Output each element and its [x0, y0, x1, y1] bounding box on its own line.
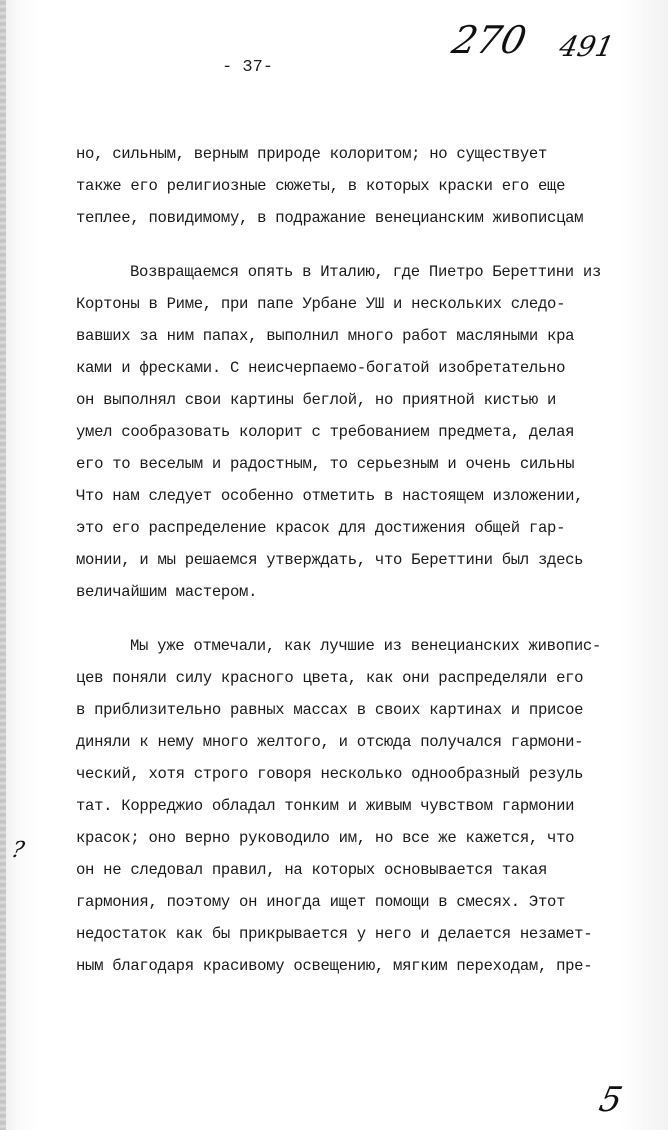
text-line: но, сильным, верным природе колоритом; но существует — [76, 145, 548, 163]
text-line: Кортоны в Риме, при папе Урбане УШ и нескольких следо- — [76, 295, 566, 313]
text-line: ческий, хотя строго говоря несколько однообразный резуль — [76, 765, 584, 783]
handwritten-corner-mark: 5 — [595, 1080, 626, 1120]
handwritten-sheet-number: 491 — [556, 30, 617, 63]
text-line: Возвращаемся опять в Италию, где Пиетро Береттини из — [130, 263, 602, 281]
paragraph-3 — [76, 630, 666, 982]
body-text — [76, 138, 666, 982]
text-line: величайшим мастером. — [76, 583, 258, 601]
paragraph-2 — [76, 256, 666, 608]
paragraph-1 — [76, 138, 666, 234]
text-line: вавших за ним папах, выполнил много работ масляными кра — [76, 327, 575, 345]
text-line: ным благодаря красивому освещению, мягким переходам, пре- — [76, 957, 593, 975]
text-line: красок; оно верно руководило им, но все же кажется, что — [76, 829, 575, 847]
text-line: диняли к нему много желтого, и отсюда получался гармони- — [76, 733, 584, 751]
text-line: он выполнял свои картины беглой, но приятной кистью и — [76, 391, 557, 409]
text-line: Мы уже отмечали, как лучшие из венецианских живопис- — [130, 637, 602, 655]
scan-edge — [0, 0, 6, 1130]
handwritten-archive-number: 270 — [448, 18, 531, 62]
text-line: цев поняли силу красного цвета, как они распределяли его — [76, 669, 584, 687]
text-line: Что нам следует особенно отметить в настоящем изложении, — [76, 487, 584, 505]
text-line: гармония, поэтому он иногда ищет помощи в смесях. Этот — [76, 893, 566, 911]
text-line: в приблизительно равных массах в своих картинах и присое — [76, 701, 584, 719]
text-line: тат. Корреджио обладал тонким и живым чувством гармонии — [76, 797, 575, 815]
text-line: недостаток как бы прикрывается у него и делается незамет- — [76, 925, 593, 943]
text-line: монии, и мы решаемся утверждать, что Береттини был здесь — [76, 551, 584, 569]
text-line: он не следовал правил, на которых основывается такая — [76, 861, 548, 879]
page-number: - 37- — [222, 58, 274, 77]
text-line: ками и фресками. С неисчерпаемо-богатой изобретательно — [76, 359, 566, 377]
text-line: умел сообразовать колорит с требованием предмета, делая — [76, 423, 575, 441]
text-line: это его распределение красок для достижения общей гар- — [76, 519, 566, 537]
text-line: теплее, повидимому, в подражание венецианским живописцам — [76, 209, 584, 227]
text-line: его то веселым и радостным, то серьезным и очень сильны — [76, 455, 575, 473]
handwritten-margin-mark: ? — [9, 838, 27, 863]
text-line: также его религиозные сюжеты, в которых краски его еще — [76, 177, 566, 195]
